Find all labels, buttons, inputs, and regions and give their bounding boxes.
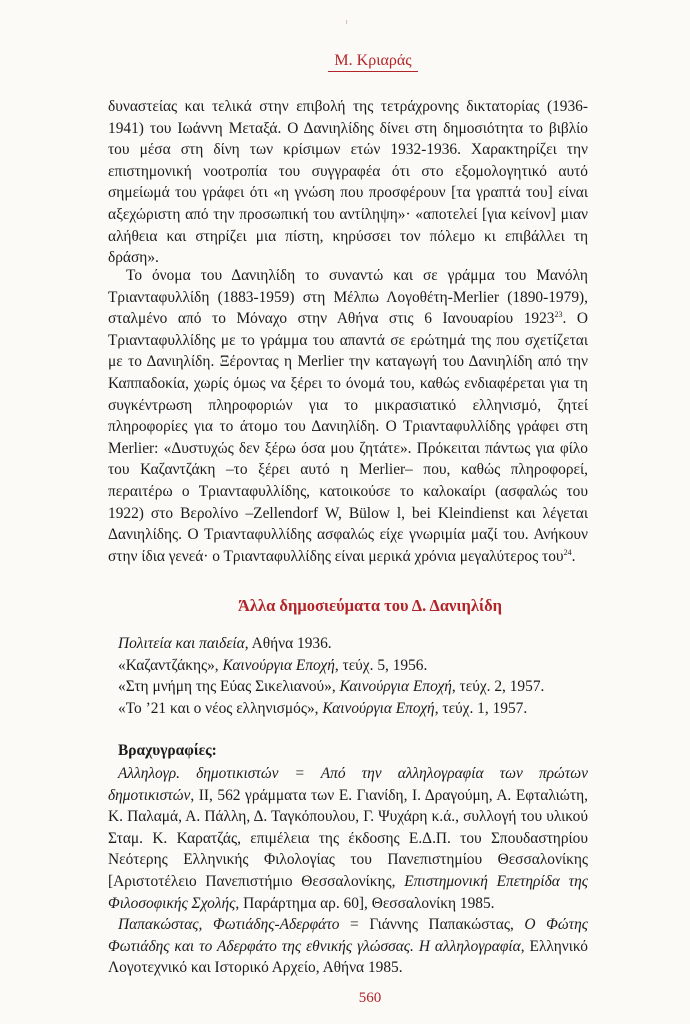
paragraph-1: δυναστείας και τελικά στην επιβολή της τετράχρονης δικτατορίας (1936-1941) του Ιωάννη Μεταξά. Ο Δανιηλίδης δίνει στη δημοσιότητα το βιβλίο του μέσα στη δίνη των κρίσιμων ετών 1932-1936. Χαρακτηρίζει την επιστημονική νοοτροπία του συγγραφέα ότι στο εξομολογητικό αυτό σημείωμά του γράφει ότι «η γνώση που προσφέρουν [τα γραπτά του] είναι αξεχώριστη από την προσωπική του αντίληψη»· «αποτελεί [για κείνον] μιαν αλήθεια και στηρίζει μια πίστη, κηρύσσει τον πόλεμο κι επιβάλλει τη δράση». bbox=[108, 98, 588, 267]
running-header bbox=[0, 50, 690, 72]
abbreviations-list bbox=[108, 763, 588, 979]
publication-item: «Το ’21 και ο νέος ελληνισμός», Καινούργια Εποχή, τεύχ. 1, 1957. bbox=[118, 699, 528, 717]
running-head-author: Μ. Κριαράς bbox=[328, 52, 417, 72]
abbreviation-entry-2: Παπακώστας, Φωτιάδης-Αδερφάτο = Γιάννης Παπακώστας, Ο Φώτης Φωτιάδης και το Αδερφάτο της εθνικής γλώσσας. Η αλληλογραφία, Ελληνικό Λογοτεχνικό και Ιστορικό Αρχείο, Αθήνα 1985. bbox=[108, 916, 588, 977]
paragraph-2 bbox=[108, 265, 588, 567]
publication-journal: Καινούργια Εποχή bbox=[322, 699, 435, 717]
footnote-ref-24: 24 bbox=[563, 547, 572, 557]
paragraph-2-text-b: . Ο Τριανταφυλλίδης με το γράμμα του απαντά σε ερώτημά της που σχετίζεται με το Δανιηλίδη. Ξέροντας η Merlier την καταγωγή του Δανιηλίδη από την Καππαδοκία, χωρίς όμως να ξέρει το όνομά του, καθώς ενδιαφέρεται για τη συγκέντρωση πληροφοριών για το μικρασιατικό ελληνισμό, ζητεί πληροφορίες για το άτομο του Δανιηλίδη. Ο Τριανταφυλλίδης γράφει στη Merlier: «Δυστυχώς δεν ξέρω όσα μου ζητάτε». Πρόκειται πάντως για φίλο του Καζαντζάκη –το ξέρει αυτό η Merlier– που, καθώς πληροφορεί, περαιτέρω ο Τριανταφυλλίδης, κατοικούσε το καλοκαίρι (ασφαλώς του 1922) στο Βερολίνο –Zellendorf W, Bülow l, bei Kleindienst και λέγεται Δανιηλίδης. Ο Τριανταφυλλίδης ασφαλώς είχε γνωριμία μαζί του. Ανήκουν στην ίδια γενεά· ο Τριανταφυλλίδης είναι μερικά χρόνια μεγαλύτερος του bbox=[108, 310, 589, 565]
page-number: 560 bbox=[358, 990, 382, 1006]
publication-item: Πολιτεία και παιδεία, Αθήνα 1936. bbox=[118, 635, 332, 652]
section-heading: Άλλα δημοσιεύματα του Δ. Δανιηλίδη bbox=[237, 596, 503, 615]
abbreviations-heading: Βραχυγραφίες: bbox=[118, 742, 217, 759]
publication-item: «Στη μνήμη της Εύας Σικελιανού», Καινούργια Εποχή, τεύχ. 2, 1957. bbox=[118, 678, 545, 696]
abbreviation-entry-1: Αλληλογρ. δημοτικιστών = Από την αλληλογραφία των πρώτων δημοτικιστών, ΙΙ, 562 γράμματα των Ε. Γιανίδη, Ι. Δραγούμη, Α. Εφταλιώτη, Κ. Παλαμά, Α. Πάλλη, Δ. Ταγκόπουλου, Γ. Ψυχάρη κ.ά., συλλογή του υλικού Σταμ. Κ. Καρατζάς, επιμέλεια της έκδοσης Ε.Δ.Π. του Σπουδαστηρίου Νεότερης Ελληνικής Φιλολογίας του Πανεπιστημίου Θεσσαλονίκης [Αριστοτέλειο Πανεπιστήμιο Θεσσαλονίκης, Επιστημονική Επετηρίδα της Φιλοσοφικής Σχολής, Παράρτημα αρ. 60], Θεσσαλονίκη 1985. bbox=[108, 765, 588, 912]
publications-list bbox=[118, 633, 588, 719]
paragraph-2-text-c: . bbox=[571, 547, 576, 565]
footnote-ref-23: 23 bbox=[554, 310, 563, 320]
paragraph-2-text-a: Το όνομα του Δανιηλίδη το συναντώ και σε γράμμα του Μανόλη Τριανταφυλλίδη (1883-1959) στη Μέλπω Λογοθέτη-Merlier (1890-1979), σταλμένο από το Μόναχο στην Αθήνα στις 6 Ιανουαρίου 1923 bbox=[108, 267, 588, 328]
publication-title: Πολιτεία και παιδεία bbox=[118, 635, 245, 652]
publication-item: «Καζαντζάκης», Καινούργια Εποχή, τεύχ. 5, 1956. bbox=[118, 656, 428, 674]
publication-journal: Καινούργια Εποχή bbox=[222, 656, 335, 674]
print-mark bbox=[346, 20, 347, 24]
publication-journal: Καινούργια Εποχή bbox=[339, 678, 452, 696]
